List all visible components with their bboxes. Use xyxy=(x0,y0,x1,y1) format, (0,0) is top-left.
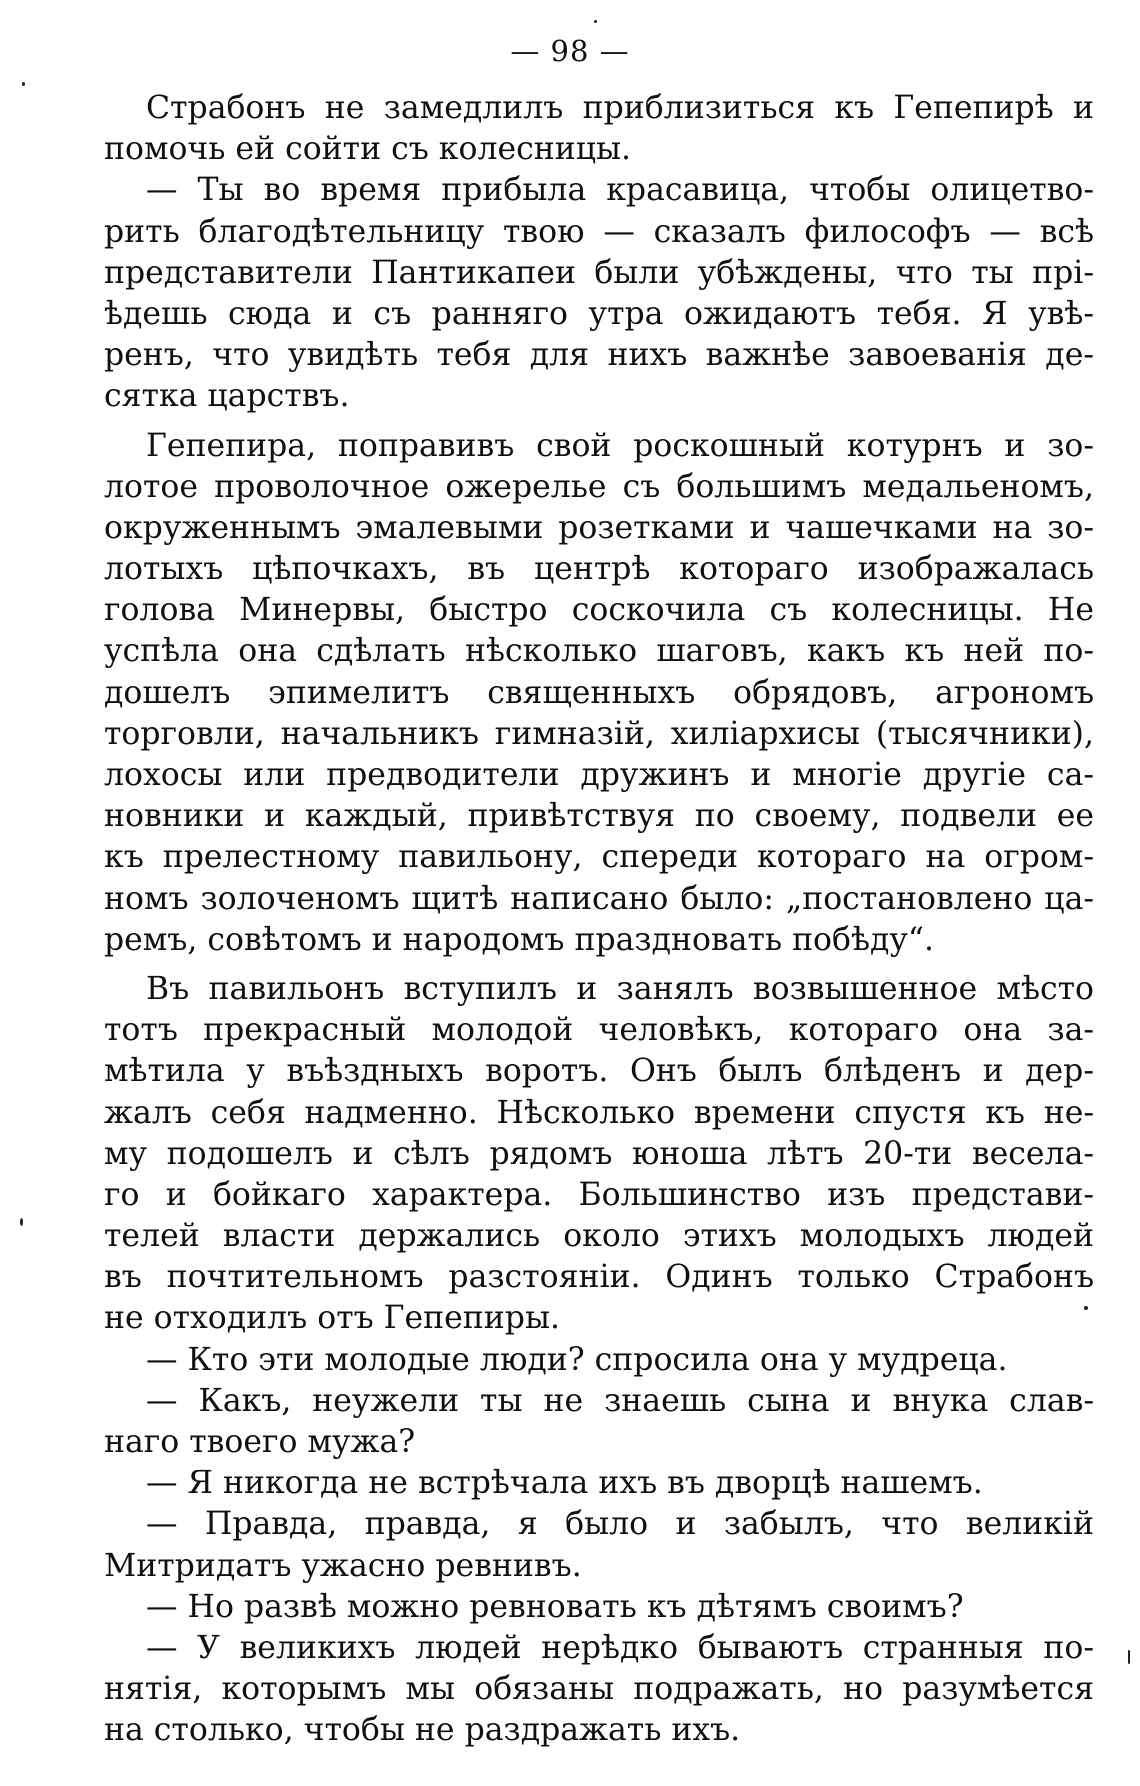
print-speck xyxy=(1084,1306,1088,1310)
text-line: ѣдешь сюда и съ ранняго утра ожидаютъ тебя. Я увѣ- xyxy=(104,295,1094,332)
text-line: го и бойкаго характера. Большинство изъ представи- xyxy=(104,1176,1094,1213)
text-line: наго твоего мужа? xyxy=(104,1424,416,1460)
body-text xyxy=(104,88,1094,1752)
paragraph xyxy=(104,88,1094,170)
text-line: мѣтила у въѣздныхъ воротъ. Онъ былъ блѣденъ и дер- xyxy=(104,1053,1094,1090)
text-line: окруженнымъ эмалевыми розетками и чашечками на зо- xyxy=(104,509,1094,546)
text-line: въ почтительномъ разстояніи. Одинъ только Страбонъ xyxy=(104,1259,1094,1296)
paragraph xyxy=(104,1504,1094,1586)
text-line: торговли, начальникъ гимназій, хиліархисы (тысячники), xyxy=(104,715,1094,752)
text-line: рить благодѣтельницу твою — сказалъ философъ — всѣ xyxy=(104,213,1094,250)
text-line: — Какъ, неужели ты не знаешь сына и внука слав- xyxy=(146,1382,1094,1419)
text-line: ремъ, совѣтомъ и народомъ праздновать побѣду“. xyxy=(104,921,935,958)
text-line: къ прелестному павильону, спереди котораго на огром- xyxy=(104,839,1094,876)
print-speck xyxy=(594,20,597,23)
text-line: на столько, чтобы не раздражать ихъ. xyxy=(104,1712,741,1749)
paragraph xyxy=(104,1628,1094,1752)
print-speck xyxy=(1128,1650,1130,1664)
text-line: — Правда, правда, я было и забылъ, что великій xyxy=(146,1506,1094,1543)
paragraph xyxy=(104,1340,1094,1381)
text-line: — Ты во время прибыла красавица, чтобы олицетво- xyxy=(146,172,1094,209)
text-line: лотое проволочное ожерелье съ большимъ медальеномъ, xyxy=(104,468,1094,505)
text-line: успѣла она сдѣлать нѣсколько шаговъ, какъ къ ней по- xyxy=(104,633,1094,670)
text-line: помочь ей сойти съ колесницы. xyxy=(104,131,632,168)
text-line: новники и каждый, привѣтствуя по своему, подвели ее xyxy=(104,798,1094,835)
paragraph xyxy=(104,1381,1094,1463)
text-line: телей власти держались около этихъ молодыхъ людей xyxy=(104,1218,1094,1255)
text-line: Въ павильонъ вступилъ и занялъ возвышенное мѣсто xyxy=(146,970,1094,1007)
print-speck xyxy=(22,82,25,86)
text-line: Страбонъ не замедлилъ приблизиться къ Гепепирѣ и xyxy=(146,90,1094,126)
print-speck xyxy=(20,1218,23,1226)
text-line: нятія, которымъ мы обязаны подражать, но разумѣется xyxy=(104,1671,1094,1708)
text-line: голова Минервы, быстро соскочила съ колесницы. Не xyxy=(104,592,1094,629)
text-line: — Но развѣ можно ревновать къ дѣтямъ своимъ? xyxy=(146,1588,964,1625)
paragraph xyxy=(104,969,1094,1340)
page-number: — 98 — xyxy=(510,34,630,68)
text-line: лохосы или предводители дружинъ и многіе другіе са- xyxy=(104,757,1094,793)
text-line: Гепепира, поправивъ свой роскошный котурнъ и зо- xyxy=(146,427,1094,464)
text-line: номъ золоченомъ щитѣ написано было: „постановлено ца- xyxy=(104,880,1094,917)
paragraph xyxy=(104,1463,1094,1504)
text-line: — У великихъ людей нерѣдко бываютъ странныя по- xyxy=(146,1629,1094,1666)
paragraph xyxy=(104,170,1094,417)
text-line: не отходилъ отъ Гепепиры. xyxy=(104,1300,561,1337)
text-line: сятка царствъ. xyxy=(104,378,350,415)
text-line: му подошелъ и сѣлъ рядомъ юноша лѣтъ 20-ти весела- xyxy=(104,1135,1094,1172)
text-line: дошелъ эпимелитъ священныхъ обрядовъ, агрономъ xyxy=(104,674,1094,711)
paragraph xyxy=(104,1587,1094,1628)
text-line: представители Пантикапеи были убѣждены, что ты прі- xyxy=(104,254,1094,291)
text-line: жалъ себя надменно. Нѣсколько времени спустя къ не- xyxy=(104,1094,1094,1131)
text-line: лотыхъ цѣпочкахъ, въ центрѣ котораго изображалась xyxy=(104,551,1094,588)
text-line: тотъ прекрасный молодой человѣкъ, котораго она за- xyxy=(104,1012,1094,1049)
text-line: — Я никогда не встрѣчала ихъ въ дворцѣ нашемъ. xyxy=(146,1465,983,1502)
text-line: — Кто эти молодые люди? спросила она у мудреца. xyxy=(146,1341,1008,1378)
text-line: ренъ, что увидѣть тебя для нихъ важнѣе завоеванія де- xyxy=(104,337,1094,374)
text-line: Митридатъ ужасно ревнивъ. xyxy=(104,1547,582,1584)
paragraph xyxy=(104,426,1094,961)
